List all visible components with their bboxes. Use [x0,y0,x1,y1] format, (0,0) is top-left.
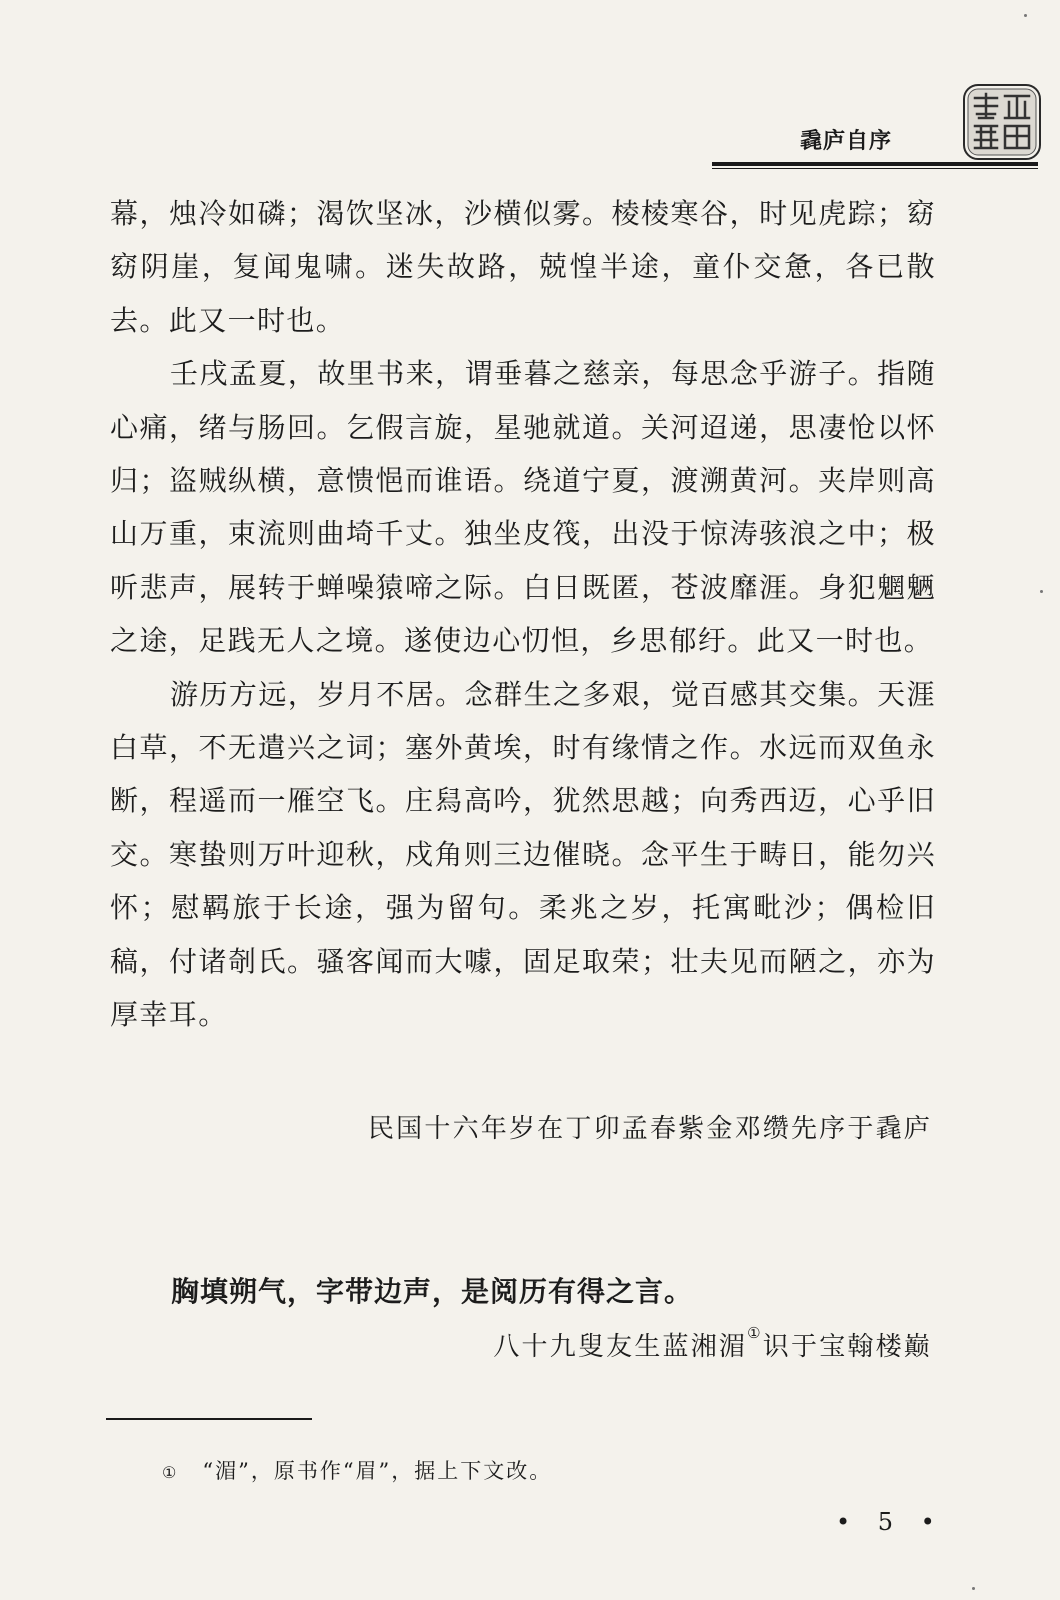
seal-stamp-icon [963,84,1041,160]
header-rule-thin [712,168,1038,169]
footnote-mark: ① [162,1463,179,1482]
footnote-reference: ① [747,1324,763,1342]
preface-signature: 民国十六年岁在丁卯孟春紫金邓缵先序于毳庐 [367,1114,932,1144]
paragraph-continuation: 幕，烛冷如磷；渴饮坚冰，沙横似雾。棱棱寒谷，时见虎踪；窈窈阴崖，复闻鬼啸。迷失故路，兢惶半途，童仆交惫，各已散去。此又一时也。 [110,197,936,337]
header-rule [712,162,1038,166]
page-number: • 5 • [836,1508,945,1536]
footnote-divider [106,1418,312,1420]
footnote [162,1455,552,1485]
scan-speck [972,1587,975,1590]
scan-speck [1040,590,1043,593]
paragraph: 游历方远，岁月不居。念群生之多艰，觉百感其交集。天涯白草，不无遣兴之词；塞外黄埃，时有缘情之作。水远而双鱼永断，程遥而一雁空飞。庄舄高吟，犹然思越；向秀西迈，心乎旧交。寒蛰则万叶迎秋，戍角则三边催晓。念平生于畴日，能勿兴怀；慰羁旅于长途，强为留句。柔兆之岁，托寓毗沙；偶检旧稿，付诸剞氏。骚客闻而大噱，固足取荣；壮夫见而陋之，亦为厚幸耳。 [110,677,936,1032]
commentary-signature [493,1326,932,1363]
footnote-text: “湄”，原书作“眉”，据上下文改。 [202,1459,553,1483]
commentary-signature-place: 识于宝翰楼巅 [762,1332,932,1362]
running-title: 毳庐自序 [800,129,893,154]
commentary-signature-name: 八十九叟友生蓝湘湄 [493,1332,748,1362]
paragraph: 壬戌孟夏，故里书来，谓垂暮之慈亲，每思念乎游子。指随心痛，绪与肠回。乞假言旋，星驰就道。关河迢递，思凄怆以怀归；盗贼纵横，意愦悒而谁语。绕道宁夏，渡溯黄河。夹岸则高山万重，束流则曲埼千丈。独坐皮筏，出没于惊涛骇浪之中；极听悲声，展转于蝉噪猿啼之际。白日既匿，苍波靡涯。身犯魍魉之途，足践无人之境。遂使边心忉怛，乡思郁纡。此又一时也。 [110,357,936,658]
preface-text [110,187,936,1042]
commentary-text: 胸填朔气，字带边声，是阅历有得之言。 [171,1275,694,1308]
scan-speck [1024,14,1027,17]
